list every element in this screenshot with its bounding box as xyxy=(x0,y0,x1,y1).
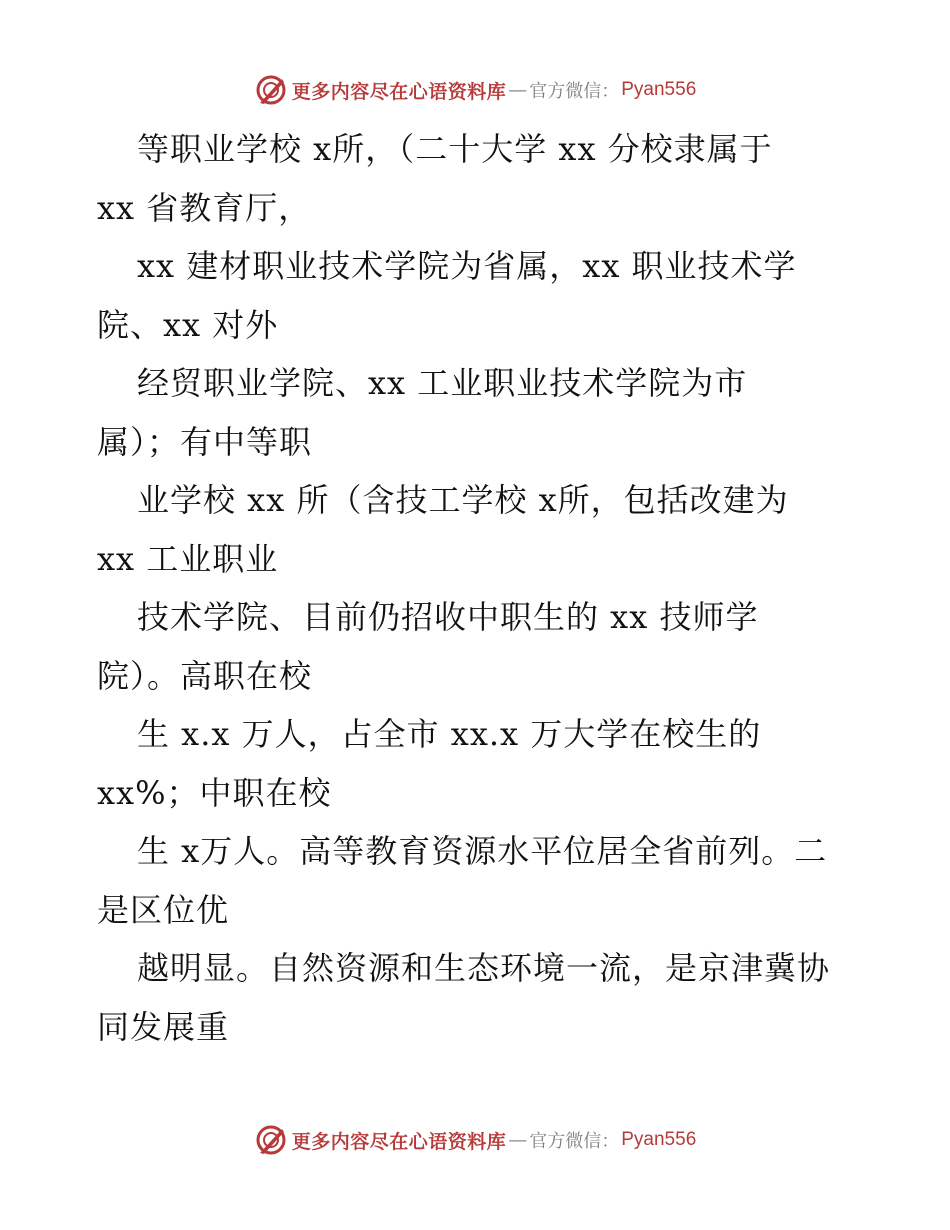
text-line: xx 工业职业 xyxy=(97,539,279,578)
text-line: 等职业学校 x所，（二十大学 xx 分校隶属于 xyxy=(137,130,773,168)
separator-dash: — xyxy=(508,1129,528,1151)
quill-seal-icon xyxy=(254,73,288,107)
text-line: xx%；中职在校 xyxy=(97,773,332,812)
brand-text: 更多内容尽在心语资料库 xyxy=(291,1130,507,1153)
quill-seal-icon xyxy=(254,1123,288,1157)
text-line: 业学校 xx 所（含技工学校 x所，包括改建为 xyxy=(137,481,789,519)
text-line: xx 省教育厅， xyxy=(97,188,312,227)
footer-banner xyxy=(0,1120,950,1160)
wechat-id: Pyan556 xyxy=(621,79,697,100)
text-line: 是区位优 xyxy=(97,890,230,929)
text-line: 属）；有中等职 xyxy=(97,422,313,461)
text-line: 同发展重 xyxy=(97,1007,230,1046)
text-line: 院、xx 对外 xyxy=(97,305,279,344)
header-banner xyxy=(0,70,950,110)
text-line: 院）。高职在校 xyxy=(97,656,313,695)
text-line: 技术学院、目前仍招收中职生的 xx 技师学 xyxy=(137,598,759,636)
text-line: xx 建材职业技术学院为省属，xx 职业技术学 xyxy=(137,247,797,285)
brand-text: 更多内容尽在心语资料库 xyxy=(291,80,507,103)
document-body xyxy=(97,120,897,1056)
text-line: 生 x.x 万人，占全市 xx.x 万大学在校生的 xyxy=(137,715,762,753)
wechat-label: 官方微信： xyxy=(529,81,620,102)
wechat-label: 官方微信： xyxy=(529,1131,620,1152)
wechat-id: Pyan556 xyxy=(621,1129,697,1150)
text-line: 生 x万人。高等教育资源水平位居全省前列。二 xyxy=(137,832,828,870)
text-line: 越明显。自然资源和生态环境一流，是京津冀协 xyxy=(137,949,831,987)
text-line: 经贸职业学院、xx 工业职业技术学院为市 xyxy=(137,364,748,402)
separator-dash: — xyxy=(508,79,528,101)
